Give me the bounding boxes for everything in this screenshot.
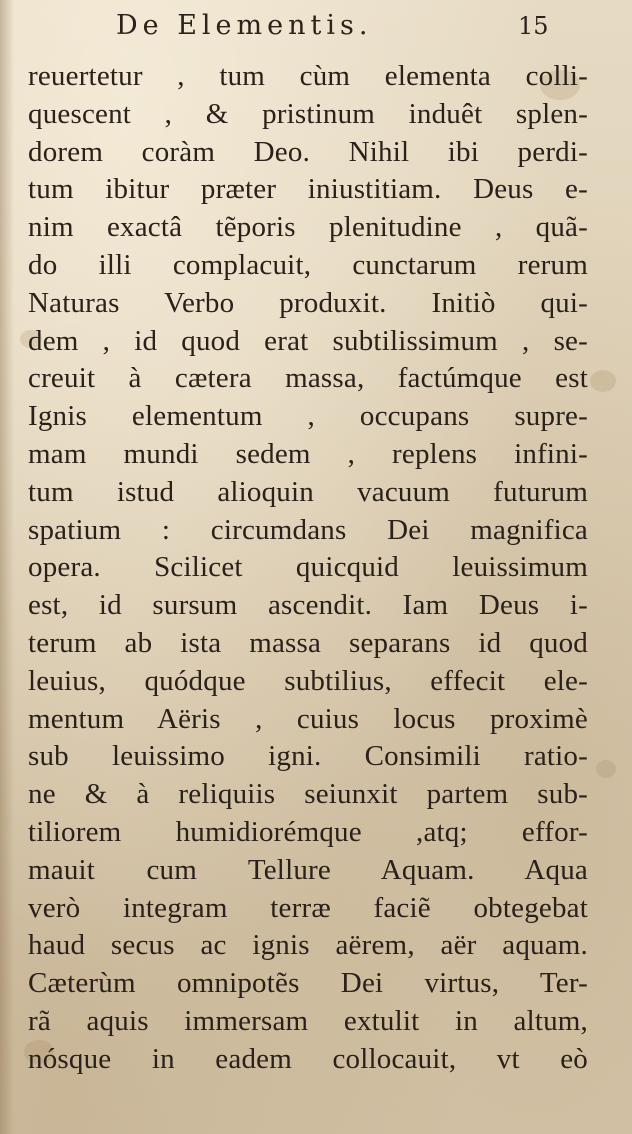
text-line: mauit cum Tellure Aquam. Aqua bbox=[28, 853, 588, 886]
text-line: nósque in eadem collocauit, vt eò bbox=[28, 1042, 588, 1075]
text-line: quescent , & pristinum induêt splen- bbox=[28, 97, 588, 130]
page-edge-shadow bbox=[0, 0, 14, 1134]
text-line: Cæterùm omnipotẽs Dei virtus, Ter- bbox=[28, 967, 588, 1000]
text-line: tum istud alioquin vacuum futurum bbox=[28, 475, 588, 508]
text-line: Ignis elementum , occupans supre- bbox=[28, 400, 588, 433]
text-line: tum ibitur præter iniustitiam. Deus e- bbox=[28, 173, 588, 206]
text-line: mentum Aëris , cuius locus proximè bbox=[28, 702, 588, 735]
running-title: De Elementis. bbox=[116, 10, 373, 41]
page-number: 15 bbox=[518, 12, 549, 40]
text-line: opera. Scilicet quicquid leuissimum bbox=[28, 551, 588, 584]
text-line: ne & à reliquiis seiunxit partem sub- bbox=[28, 778, 588, 811]
text-line: est, id sursum ascendit. Iam Deus i- bbox=[28, 589, 588, 622]
text-line: haud secus ac ignis aërem, aër aquam. bbox=[28, 929, 588, 962]
text-line: rã aquis immersam extulit in altum, bbox=[28, 1004, 588, 1037]
foxing-stain bbox=[596, 760, 616, 778]
text-line: mam mundi sedem , replens infini- bbox=[28, 437, 588, 470]
text-line: leuius, quódque subtilius, effecit ele- bbox=[28, 664, 588, 697]
page-header bbox=[0, 6, 632, 48]
text-line: spatium : circumdans Dei magnifica bbox=[28, 513, 588, 546]
text-line: do illi complacuit, cunctarum rerum bbox=[28, 248, 588, 281]
text-line: sub leuissimo igni. Consimili ratio- bbox=[28, 740, 588, 773]
text-line: dem , id quod erat subtilissimum , se- bbox=[28, 324, 588, 357]
foxing-stain bbox=[590, 370, 616, 392]
text-line: nim exactâ tẽporis plenitudine , quã- bbox=[28, 211, 588, 244]
text-line: terum ab ista massa separans id quod bbox=[28, 626, 588, 659]
text-line: Naturas Verbo produxit. Initiò qui- bbox=[28, 286, 588, 319]
text-line: verò integram terræ faciẽ obtegebat bbox=[28, 891, 588, 924]
text-line: dorem coràm Deo. Nihil ibi perdi- bbox=[28, 135, 588, 168]
text-line: reuertetur , tum cùm elementa colli- bbox=[28, 60, 588, 92]
text-line: creuit à cætera massa, factúmque est bbox=[28, 362, 588, 395]
text-line: tiliorem humidiorémque ,atq; effor- bbox=[28, 815, 588, 848]
body-text bbox=[28, 58, 588, 1079]
